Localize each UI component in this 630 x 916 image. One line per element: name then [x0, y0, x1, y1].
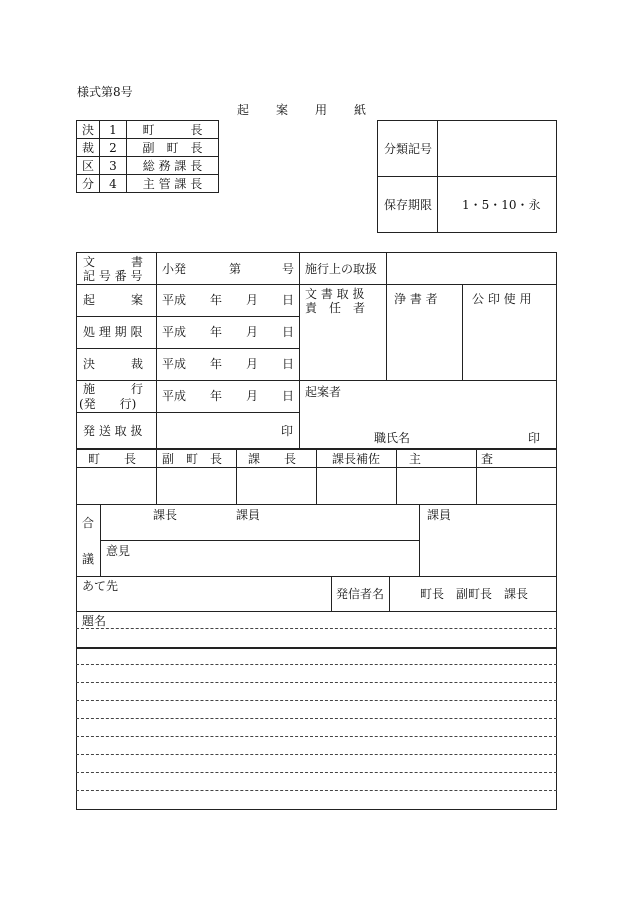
enforce-date-label-1: 施 行: [83, 382, 144, 396]
sender-options: 町長 副町長 課長: [420, 587, 529, 601]
approver-header: 課 長: [248, 452, 297, 466]
approval-side-char: 決: [77, 121, 100, 139]
approver-header: 課長補佐: [332, 452, 381, 466]
date-day: 日: [282, 325, 295, 339]
seal-use-label: 公 印 使 用: [472, 292, 532, 306]
doc-number-go: 号: [282, 262, 295, 276]
approval-role: 主 管 課 長: [127, 175, 219, 193]
main-form: [76, 252, 557, 810]
draft-label: 起 案: [83, 293, 144, 307]
doc-number-prefix: 小発: [162, 262, 187, 276]
clean-copy-label: 浄 書 者: [394, 292, 438, 306]
drafter-seal: 印: [528, 431, 541, 445]
doc-handler-label-1: 文 書 取 扱: [305, 287, 365, 301]
dispatch-label: 発 送 取 扱: [83, 424, 143, 438]
approver-header: 町 長: [88, 452, 137, 466]
date-month: 月: [246, 293, 259, 307]
date-year: 年: [210, 357, 223, 371]
title-name-label: 職氏名: [374, 431, 411, 445]
date-era: 平成: [162, 389, 187, 403]
approval-side-char: 区: [77, 157, 100, 175]
approval-role: 副 町 長: [127, 139, 219, 157]
classification-code-label: 分類記号: [384, 142, 433, 156]
date-month: 月: [246, 389, 259, 403]
sender-label: 発信者名: [336, 587, 385, 601]
consult-side-1: 合: [82, 516, 95, 530]
approval-num: 4: [100, 175, 127, 193]
form-title: 起 案 用 紙: [237, 103, 368, 117]
dispatch-seal: 印: [281, 424, 294, 438]
enforce-handling-field[interactable]: [388, 253, 555, 283]
approval-role: 町 長: [127, 121, 219, 139]
date-day: 日: [282, 389, 295, 403]
date-month: 月: [246, 357, 259, 371]
doc-number-dai: 第: [229, 262, 242, 276]
approval-role: 総 務 課 長: [127, 157, 219, 175]
enforce-date-label-2: (発 行): [79, 397, 137, 411]
approval-num: 2: [100, 139, 127, 157]
form-number: 様式第8号: [77, 85, 133, 99]
date-era: 平成: [162, 357, 187, 371]
doc-number-label-2: 記 号 番 号: [83, 269, 143, 283]
process-deadline-label: 処 理 期 限: [83, 325, 143, 339]
consult-kain: 課員: [236, 508, 261, 522]
consult-side-2: 議: [82, 552, 95, 566]
date-era: 平成: [162, 325, 187, 339]
date-year: 年: [210, 325, 223, 339]
consult-kacho: 課長: [153, 508, 178, 522]
date-year: 年: [210, 389, 223, 403]
date-day: 日: [282, 357, 295, 371]
decision-label: 決 裁: [83, 357, 144, 371]
date-day: 日: [282, 293, 295, 307]
consult-kain-right: 課員: [427, 508, 452, 522]
approval-num: 3: [100, 157, 127, 175]
approval-side-char: 裁: [77, 139, 100, 157]
retention-value: 1・5・10・永: [462, 198, 541, 212]
approver-header: 主 査: [409, 452, 506, 466]
consult-opinion: 意見: [106, 544, 131, 558]
retention-label: 保存期限: [384, 198, 433, 212]
doc-number-label-1: 文 書: [83, 255, 144, 269]
subject-label: 題名: [82, 614, 107, 628]
drafter-label: 起案者: [305, 385, 342, 399]
date-month: 月: [246, 325, 259, 339]
addressee-label: あて先: [82, 579, 119, 593]
date-year: 年: [210, 293, 223, 307]
approver-header: 副 町 長: [162, 452, 223, 466]
approval-table: [76, 120, 219, 193]
doc-handler-label-2: 責 任 者: [305, 301, 366, 315]
enforce-handling-label: 施行上の取扱: [305, 262, 378, 276]
approval-side-char: 分: [77, 175, 100, 193]
approval-num: 1: [100, 121, 127, 139]
date-era: 平成: [162, 293, 187, 307]
